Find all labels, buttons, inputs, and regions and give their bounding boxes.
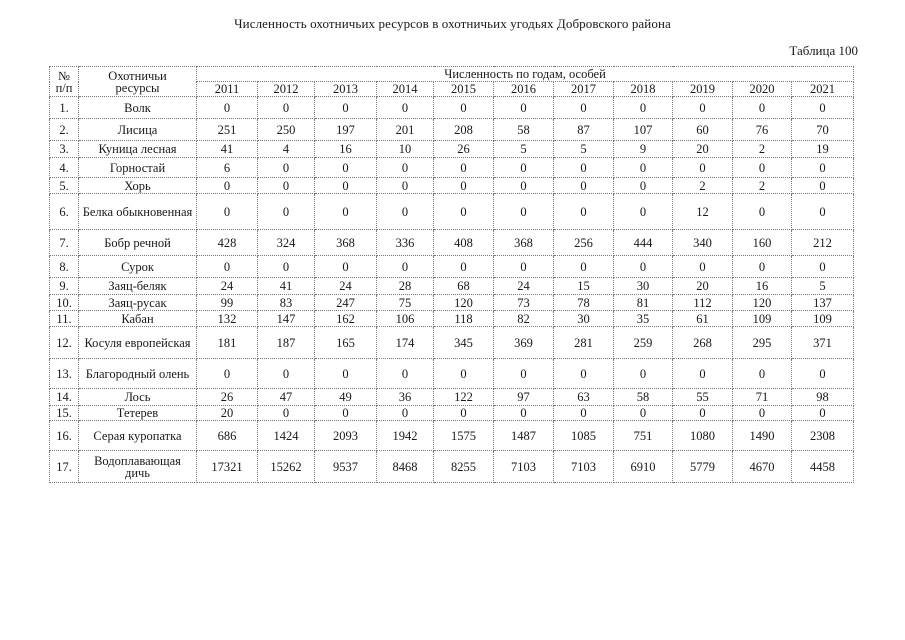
count-cell: 73 [494,295,554,311]
row-number-cell: 6. [50,194,79,230]
count-cell: 686 [197,421,258,451]
count-cell: 120 [434,295,494,311]
resource-name-cell: Кабан [79,311,197,327]
resource-name-cell: Куница лесная [79,141,197,158]
count-cell: 0 [494,256,554,278]
count-cell: 0 [377,256,434,278]
resource-name-cell: Бобр речной [79,230,197,256]
table-row [50,158,854,178]
count-cell: 0 [614,178,673,194]
count-cell: 41 [197,141,258,158]
count-cell: 8468 [377,451,434,483]
resource-name-cell: Благородный олень [79,359,197,389]
count-cell: 47 [258,389,315,406]
hunting-resources-table [49,66,854,483]
count-cell: 0 [733,359,792,389]
row-number-cell: 14. [50,389,79,406]
count-cell: 0 [673,256,733,278]
resource-name-cell: Горностай [79,158,197,178]
table-row [50,194,854,230]
count-cell: 78 [554,295,614,311]
count-cell: 30 [554,311,614,327]
count-cell: 49 [315,389,377,406]
count-cell: 0 [792,406,854,421]
row-number-cell: 8. [50,256,79,278]
count-cell: 0 [315,406,377,421]
row-number-cell: 10. [50,295,79,311]
count-cell: 324 [258,230,315,256]
resource-name-cell: Лисица [79,119,197,141]
count-cell: 0 [792,97,854,119]
count-cell: 109 [733,311,792,327]
count-cell: 24 [494,278,554,295]
count-cell: 8255 [434,451,494,483]
count-cell: 118 [434,311,494,327]
count-cell: 1080 [673,421,733,451]
count-cell: 295 [733,327,792,359]
count-cell: 109 [792,311,854,327]
count-cell: 20 [197,406,258,421]
count-cell: 0 [614,359,673,389]
count-cell: 30 [614,278,673,295]
header-year-cell: 2016 [494,82,554,97]
count-cell: 4 [258,141,315,158]
count-cell: 247 [315,295,377,311]
count-cell: 5 [554,141,614,158]
header-year-cell: 2017 [554,82,614,97]
header-year-cell: 2019 [673,82,733,97]
count-cell: 12 [673,194,733,230]
count-cell: 36 [377,389,434,406]
header-number-cell [50,67,79,97]
count-cell: 15262 [258,451,315,483]
count-cell: 251 [197,119,258,141]
count-cell: 212 [792,230,854,256]
count-cell: 0 [197,178,258,194]
count-cell: 0 [554,359,614,389]
count-cell: 369 [494,327,554,359]
count-cell: 6910 [614,451,673,483]
row-number-cell: 11. [50,311,79,327]
header-year-cell: 2020 [733,82,792,97]
count-cell: 0 [197,359,258,389]
count-cell: 0 [315,178,377,194]
count-cell: 0 [733,256,792,278]
count-cell: 9 [614,141,673,158]
count-cell: 0 [792,158,854,178]
count-cell: 24 [315,278,377,295]
count-cell: 0 [554,158,614,178]
table-row [50,97,854,119]
count-cell: 9537 [315,451,377,483]
count-cell: 6 [197,158,258,178]
table-row [50,451,854,483]
count-cell: 70 [792,119,854,141]
count-cell: 751 [614,421,673,451]
count-cell: 63 [554,389,614,406]
resource-name-cell: Волк [79,97,197,119]
row-number-cell: 15. [50,406,79,421]
count-cell: 97 [494,389,554,406]
count-cell: 35 [614,311,673,327]
count-cell: 0 [733,97,792,119]
row-number-cell: 4. [50,158,79,178]
count-cell: 0 [434,406,494,421]
count-cell: 71 [733,389,792,406]
count-cell: 368 [315,230,377,256]
resource-name-cell: Заяц-русак [79,295,197,311]
count-cell: 0 [434,158,494,178]
header-resource-line2: ресурсы [115,80,160,95]
count-cell: 0 [315,256,377,278]
count-cell: 165 [315,327,377,359]
count-cell: 7103 [554,451,614,483]
row-number-cell: 17. [50,451,79,483]
count-cell: 0 [792,194,854,230]
header-year-cell: 2015 [434,82,494,97]
table-body [50,97,854,483]
count-cell: 112 [673,295,733,311]
count-cell: 259 [614,327,673,359]
count-cell: 1575 [434,421,494,451]
table-row [50,256,854,278]
count-cell: 2 [733,178,792,194]
count-cell: 0 [614,158,673,178]
row-number-cell: 13. [50,359,79,389]
table-row [50,178,854,194]
count-cell: 0 [258,194,315,230]
count-cell: 181 [197,327,258,359]
count-cell: 0 [614,256,673,278]
count-cell: 19 [792,141,854,158]
count-cell: 1085 [554,421,614,451]
count-cell: 61 [673,311,733,327]
count-cell: 0 [258,158,315,178]
count-cell: 345 [434,327,494,359]
count-cell: 444 [614,230,673,256]
count-cell: 2093 [315,421,377,451]
table-row [50,278,854,295]
resource-name-cell: Косуля европейская [79,327,197,359]
count-cell: 55 [673,389,733,406]
count-cell: 147 [258,311,315,327]
count-cell: 0 [673,158,733,178]
count-cell: 0 [315,158,377,178]
count-cell: 174 [377,327,434,359]
count-cell: 68 [434,278,494,295]
count-cell: 0 [554,256,614,278]
count-cell: 16 [315,141,377,158]
count-cell: 0 [377,406,434,421]
count-cell: 106 [377,311,434,327]
table-header [50,67,854,97]
resource-name-cell: Серая куропатка [79,421,197,451]
count-cell: 187 [258,327,315,359]
row-number-cell: 9. [50,278,79,295]
table-row [50,359,854,389]
count-cell: 20 [673,141,733,158]
count-cell: 428 [197,230,258,256]
count-cell: 0 [434,97,494,119]
table-row [50,295,854,311]
count-cell: 0 [315,194,377,230]
row-number-cell: 3. [50,141,79,158]
count-cell: 81 [614,295,673,311]
count-cell: 16 [733,278,792,295]
count-cell: 0 [554,97,614,119]
count-cell: 4458 [792,451,854,483]
count-cell: 0 [377,97,434,119]
count-cell: 5 [494,141,554,158]
row-number-cell: 12. [50,327,79,359]
count-cell: 0 [315,97,377,119]
count-cell: 0 [197,256,258,278]
count-cell: 0 [258,97,315,119]
count-cell: 0 [258,178,315,194]
count-cell: 0 [494,97,554,119]
count-cell: 0 [614,406,673,421]
count-cell: 0 [673,359,733,389]
count-cell: 83 [258,295,315,311]
header-number-line2: п/п [55,80,73,95]
count-cell: 0 [377,194,434,230]
count-cell: 0 [733,406,792,421]
count-cell: 0 [792,178,854,194]
header-year-cell: 2021 [792,82,854,97]
count-cell: 0 [258,256,315,278]
count-cell: 160 [733,230,792,256]
count-cell: 20 [673,278,733,295]
count-cell: 76 [733,119,792,141]
resource-name-cell: Белка обыкновенная [79,194,197,230]
count-cell: 340 [673,230,733,256]
table-row [50,119,854,141]
count-cell: 137 [792,295,854,311]
count-cell: 87 [554,119,614,141]
row-number-cell: 5. [50,178,79,194]
count-cell: 0 [434,359,494,389]
count-cell: 24 [197,278,258,295]
header-group-label: Численность по годам, особей [197,67,854,82]
count-cell: 0 [258,359,315,389]
count-cell: 336 [377,230,434,256]
count-cell: 99 [197,295,258,311]
row-number-cell: 1. [50,97,79,119]
count-cell: 120 [733,295,792,311]
table-row [50,327,854,359]
count-cell: 0 [792,256,854,278]
row-number-cell: 2. [50,119,79,141]
resource-name-cell: Сурок [79,256,197,278]
resource-name-cell: Хорь [79,178,197,194]
header-number-line1: № [58,68,70,83]
count-cell: 0 [554,194,614,230]
row-number-cell: 7. [50,230,79,256]
count-cell: 2 [733,141,792,158]
count-cell: 132 [197,311,258,327]
count-cell: 0 [673,97,733,119]
resource-name-cell: Лось [79,389,197,406]
count-cell: 5779 [673,451,733,483]
count-cell: 201 [377,119,434,141]
row-number-cell: 16. [50,421,79,451]
count-cell: 0 [258,406,315,421]
count-cell: 0 [673,406,733,421]
count-cell: 0 [494,194,554,230]
count-cell: 0 [377,359,434,389]
resource-name-cell: Тетерев [79,406,197,421]
count-cell: 122 [434,389,494,406]
count-cell: 371 [792,327,854,359]
count-cell: 82 [494,311,554,327]
header-resource-cell [79,67,197,97]
count-cell: 162 [315,311,377,327]
table-row [50,230,854,256]
count-cell: 0 [197,97,258,119]
count-cell: 98 [792,389,854,406]
table-row [50,406,854,421]
document-title: Численность охотничьих ресурсов в охотничьих угодьях Добровского района [234,16,671,31]
count-cell: 0 [554,178,614,194]
count-cell: 0 [197,194,258,230]
count-cell: 0 [733,194,792,230]
header-year-cell: 2018 [614,82,673,97]
header-year-cell: 2013 [315,82,377,97]
count-cell: 15 [554,278,614,295]
count-cell: 17321 [197,451,258,483]
count-cell: 58 [494,119,554,141]
count-cell: 5 [792,278,854,295]
resource-name-cell: Заяц-беляк [79,278,197,295]
count-cell: 281 [554,327,614,359]
count-cell: 408 [434,230,494,256]
resource-name-cell: Водоплавающая дичь [79,451,197,483]
table-row [50,311,854,327]
table-row [50,421,854,451]
count-cell: 0 [792,359,854,389]
count-cell: 0 [733,158,792,178]
count-cell: 0 [554,406,614,421]
count-cell: 0 [494,178,554,194]
table-row [50,389,854,406]
header-year-cell: 2011 [197,82,258,97]
count-cell: 0 [377,178,434,194]
count-cell: 2 [673,178,733,194]
count-cell: 58 [614,389,673,406]
count-cell: 197 [315,119,377,141]
count-cell: 1490 [733,421,792,451]
count-cell: 0 [434,194,494,230]
count-cell: 268 [673,327,733,359]
count-cell: 60 [673,119,733,141]
count-cell: 250 [258,119,315,141]
count-cell: 0 [494,158,554,178]
count-cell: 256 [554,230,614,256]
count-cell: 208 [434,119,494,141]
count-cell: 75 [377,295,434,311]
count-cell: 28 [377,278,434,295]
count-cell: 41 [258,278,315,295]
count-cell: 2308 [792,421,854,451]
count-cell: 0 [614,97,673,119]
count-cell: 10 [377,141,434,158]
count-cell: 0 [614,194,673,230]
count-cell: 26 [434,141,494,158]
header-year-cell: 2014 [377,82,434,97]
table-number-label: Таблица 100 [789,43,858,58]
count-cell: 368 [494,230,554,256]
count-cell: 0 [377,158,434,178]
count-cell: 4670 [733,451,792,483]
count-cell: 0 [434,178,494,194]
count-cell: 0 [434,256,494,278]
header-year-cell: 2012 [258,82,315,97]
header-resource-line1: Охотничьи [108,68,167,83]
count-cell: 1942 [377,421,434,451]
count-cell: 1424 [258,421,315,451]
count-cell: 0 [315,359,377,389]
count-cell: 7103 [494,451,554,483]
count-cell: 1487 [494,421,554,451]
count-cell: 26 [197,389,258,406]
count-cell: 0 [494,406,554,421]
count-cell: 107 [614,119,673,141]
count-cell: 0 [494,359,554,389]
table-row [50,141,854,158]
